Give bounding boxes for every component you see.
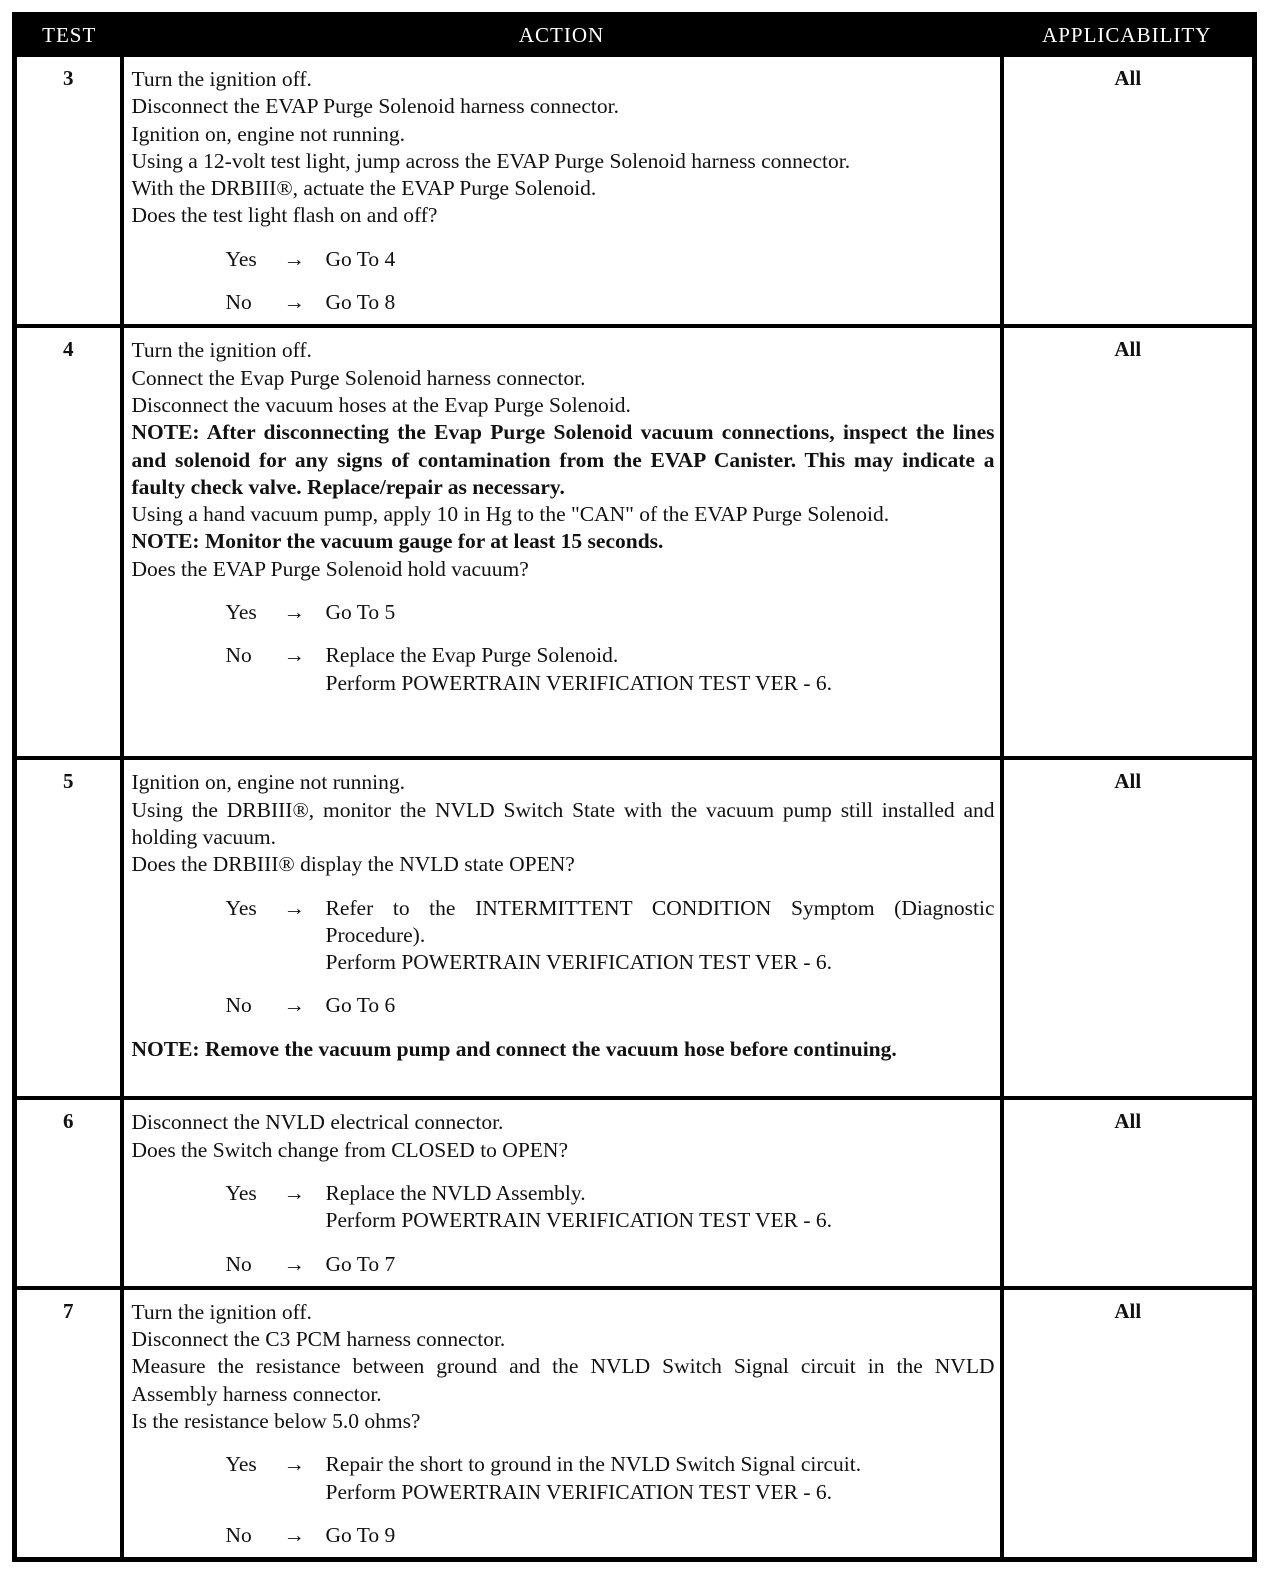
applicability: All [1002, 1098, 1255, 1287]
result-line: Refer to the INTERMITTENT CONDITION Symptom (Diagnostic Procedure). [325, 895, 995, 947]
action-line: Disconnect the NVLD electrical connector. [131, 1110, 504, 1135]
action-question: Does the test light flash on and off? [131, 203, 438, 228]
result-line: Perform POWERTRAIN VERIFICATION TEST VER - 6. [325, 1479, 833, 1504]
yes-result [326, 246, 995, 273]
result-line: Go To 7 [325, 1251, 396, 1276]
test-number: 4 [15, 326, 122, 758]
right-arrow-icon: → [283, 600, 305, 625]
applicability: All [1002, 55, 1255, 326]
action-line: Using the DRBIII®, monitor the NVLD Switch State with the vacuum pump still installed and holding vacuum. [131, 797, 995, 849]
result-line: Go To 8 [325, 290, 396, 315]
result-line: Replace the Evap Purge Solenoid. [325, 643, 619, 668]
action-line: Ignition on, engine not running. [131, 770, 405, 795]
test-action [122, 1288, 1002, 1560]
applicability: All [1002, 1288, 1255, 1560]
test-action [122, 326, 1002, 758]
action-line: Disconnect the C3 PCM harness connector. [131, 1327, 506, 1352]
right-arrow-icon: → [283, 290, 305, 315]
no-label: No [225, 993, 252, 1018]
result-line: Go To 5 [325, 600, 396, 625]
no-result [326, 1251, 995, 1278]
yes-label: Yes [225, 246, 257, 271]
action-line: With the DRBIII®, actuate the EVAP Purge Solenoid. [131, 176, 597, 201]
test-number: 6 [15, 1098, 122, 1287]
right-arrow-icon: → [283, 1180, 305, 1205]
diagnostic-table [12, 12, 1257, 1562]
test-number: 3 [15, 55, 122, 326]
yes-label: Yes [225, 895, 257, 920]
no-answer [226, 1522, 995, 1549]
yes-label: Yes [225, 1452, 257, 1477]
test-action [122, 55, 1002, 326]
action-line: Using a hand vacuum pump, apply 10 in Hg to the "CAN" of the EVAP Purge Solenoid. [131, 502, 890, 527]
yes-result [326, 895, 995, 977]
no-result [326, 642, 995, 697]
no-answer [226, 289, 995, 316]
action-question: Does the DRBIII® display the NVLD state OPEN? [131, 852, 575, 877]
result-line: Perform POWERTRAIN VERIFICATION TEST VER - 6. [325, 670, 833, 695]
no-result [326, 289, 995, 316]
right-arrow-icon: → [283, 643, 305, 668]
action-line: Ignition on, engine not running. [131, 121, 405, 146]
action-line: Connect the Evap Purge Solenoid harness connector. [131, 365, 586, 390]
test-number: 7 [15, 1288, 122, 1560]
applicability: All [1002, 758, 1255, 1098]
action-question: Is the resistance below 5.0 ohms? [131, 1409, 421, 1434]
action-line: Turn the ignition off. [131, 67, 312, 91]
header-applicability: APPLICABILITY [1002, 15, 1255, 56]
note: NOTE: Remove the vacuum pump and connect the vacuum hose before continuing. [131, 1036, 897, 1061]
action-line: Disconnect the EVAP Purge Solenoid harness connector. [131, 94, 619, 119]
right-arrow-icon: → [283, 246, 305, 271]
result-line: Repair the short to ground in the NVLD Switch Signal circuit. [325, 1452, 862, 1477]
header-action: ACTION [122, 15, 1002, 56]
action-question: Does the EVAP Purge Solenoid hold vacuum? [131, 556, 529, 581]
applicability: All [1002, 326, 1255, 758]
test-row-3 [15, 55, 1255, 326]
no-label: No [225, 1522, 252, 1547]
no-label: No [225, 643, 252, 668]
test-action [122, 1098, 1002, 1287]
right-arrow-icon: → [283, 1522, 305, 1547]
right-arrow-icon: → [283, 1251, 305, 1276]
header-test: TEST [15, 15, 122, 56]
yes-answer [226, 895, 995, 977]
note: NOTE: Monitor the vacuum gauge for at least 15 seconds. [131, 529, 664, 554]
test-row-5 [15, 758, 1255, 1098]
right-arrow-icon: → [283, 895, 305, 920]
test-action [122, 758, 1002, 1098]
yes-label: Yes [225, 1180, 257, 1205]
result-line: Go To 9 [325, 1522, 396, 1547]
test-row-4 [15, 326, 1255, 758]
yes-label: Yes [225, 600, 257, 625]
action-line: Disconnect the vacuum hoses at the Evap Purge Solenoid. [131, 392, 631, 417]
result-line: Go To 6 [325, 993, 396, 1018]
no-answer [226, 642, 995, 697]
no-result [326, 992, 995, 1019]
result-line: Perform POWERTRAIN VERIFICATION TEST VER - 6. [325, 950, 833, 975]
yes-answer [226, 246, 995, 273]
test-row-7 [15, 1288, 1255, 1560]
right-arrow-icon: → [283, 993, 305, 1018]
yes-answer [226, 1180, 995, 1235]
header-row [15, 15, 1255, 56]
yes-answer [226, 1451, 995, 1506]
action-line: Measure the resistance between ground and the NVLD Switch Signal circuit in the NVLD Assembly harness connector. [131, 1354, 995, 1406]
note: NOTE: After disconnecting the Evap Purge Solenoid vacuum connections, inspect the lines and solenoid for any signs of contamination from the EVAP Canister. This may indicate a faulty check valve. Replace/repair as necessary. [131, 420, 995, 499]
no-result [326, 1522, 995, 1549]
no-label: No [225, 290, 252, 315]
yes-result [326, 1180, 995, 1235]
result-line: Go To 4 [325, 246, 396, 271]
no-answer [226, 992, 995, 1019]
right-arrow-icon: → [283, 1452, 305, 1477]
test-number: 5 [15, 758, 122, 1098]
action-line: Turn the ignition off. [131, 338, 312, 363]
result-line: Replace the NVLD Assembly. [325, 1180, 586, 1205]
test-row-6 [15, 1098, 1255, 1287]
no-answer [226, 1251, 995, 1278]
action-line: Using a 12-volt test light, jump across the EVAP Purge Solenoid harness connector. [131, 148, 851, 173]
action-question: Does the Switch change from CLOSED to OPEN? [131, 1137, 568, 1162]
no-label: No [225, 1251, 252, 1276]
yes-result [326, 599, 995, 626]
result-line: Perform POWERTRAIN VERIFICATION TEST VER - 6. [325, 1208, 833, 1233]
action-line: Turn the ignition off. [131, 1299, 312, 1324]
yes-answer [226, 599, 995, 626]
yes-result [326, 1451, 995, 1506]
